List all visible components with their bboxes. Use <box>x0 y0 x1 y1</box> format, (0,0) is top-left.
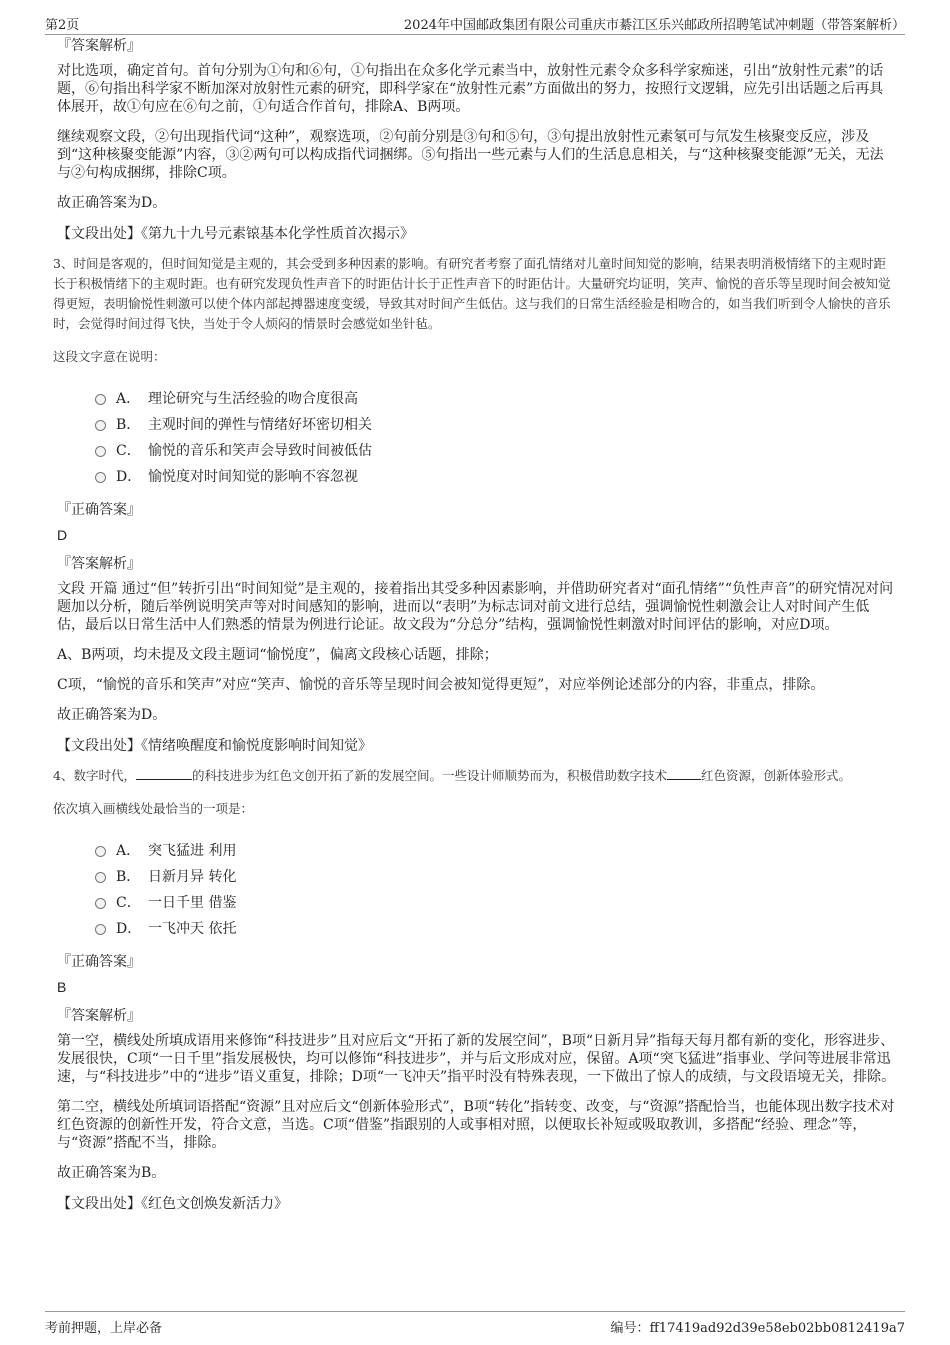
question-text: 3、时间是客观的，但时间知觉是主观的，其会受到多种因素的影响。有研究者考察了面孔情绪对儿童时间知觉的影响，结果表明消极情绪下的主观时距长于积极情绪下的主观时距。也有研究发现负性声音下的时距估计长于正性声音下的时距估计。大量研究均证明，笑声、愉悦的音乐等呈现时间会被知觉得更短，表明愉悦性刺激可以使个体内部起搏器速度变缓，导致其对时间产生低估。这与我们的日常生活经验是相吻合的，如当我们听到令人愉快的音乐时，会觉得时间过得飞快，当处于令人烦闷的情景时会感觉如坐针毡。 <box>53 256 891 331</box>
radio-icon[interactable] <box>95 420 106 431</box>
radio-icon[interactable] <box>95 446 106 457</box>
analysis-paragraph: 继续观察文段，②句出现指代词“这种”，观察选项，②句前分别是③句和⑤句，③句提出放射性元素氡可与氘发生核聚变反应，涉及到“这种核聚变能源”内容，③②两句可以构成指代词捆绑。⑤句指出一些元素与人们的生活息息相关，与“这种核聚变能源”无关，无法与②句构成捆绑，排除C项。 <box>57 129 884 181</box>
analysis-paragraph: 第一空，横线处所填成语用来修饰“科技进步”且对应后文“开拓了新的发展空间”，B项“日新月异”指每天每月都有新的变化，形容进步、发展很快，C项“一日千里”指发展极快，均可以修饰“科技进步”，并与后文形成对应，保留。A项“突飞猛进”指事业、学问等进展非常迅速，与“科技进步”中的“进步”语义重复，排除；D项“一飞冲天”指平时没有特殊表现，一下做出了惊人的成绩，与文段语境无关，排除。 <box>57 1033 896 1085</box>
radio-icon[interactable] <box>95 394 106 405</box>
option-text: 突飞猛进 利用 <box>148 843 237 859</box>
correct-answer-label: 『正确答案』 <box>57 502 141 518</box>
analysis-paragraph: 故正确答案为D。 <box>57 707 167 723</box>
option-d[interactable] <box>95 464 897 490</box>
option-b[interactable] <box>95 412 897 438</box>
option-d[interactable] <box>95 916 897 942</box>
option-list <box>95 386 897 490</box>
question-3 <box>53 254 897 756</box>
option-text: 愉悦的音乐和笑声会导致时间被低估 <box>148 443 372 459</box>
document-code <box>611 1317 905 1336</box>
option-letter: B． <box>116 417 141 433</box>
radio-icon[interactable] <box>95 472 106 483</box>
option-a[interactable] <box>95 386 897 412</box>
option-text: 日新月异 转化 <box>148 869 237 885</box>
question-text <box>53 766 897 786</box>
correct-answer: D <box>57 527 68 543</box>
option-c[interactable] <box>95 438 897 464</box>
analysis-paragraph: 故正确答案为D。 <box>57 195 167 211</box>
radio-icon[interactable] <box>95 872 106 883</box>
option-letter: C． <box>116 895 141 911</box>
option-a[interactable] <box>95 838 897 864</box>
option-letter: C． <box>116 443 141 459</box>
option-text: 愉悦度对时间知觉的影响不容忽视 <box>148 469 358 485</box>
option-b[interactable] <box>95 864 897 890</box>
option-text: 主观时间的弹性与情绪好坏密切相关 <box>148 417 372 433</box>
question-text-part: 4、数字时代， <box>53 768 136 783</box>
correct-answer-label: 『正确答案』 <box>57 954 141 970</box>
code-label: 编号： <box>610 1321 650 1336</box>
option-letter: A． <box>116 391 141 407</box>
analysis-paragraph: 对比选项，确定首句。首句分别为①句和⑥句，①句指出在众多化学元素当中，放射性元素令众多科学家痴迷，引出“放射性元素”的话题，⑥句指出科学家不断加深对放射性元素的研究，即科学家在“放射性元素”方面做出的努力，按照行文逻辑，应先引出话题之后再具体展开，故①句应在⑥句之前，①句适合作首句，排除A、B两项。 <box>57 63 884 115</box>
question-text-part: 红色资源，创新体验形式。 <box>700 768 851 783</box>
option-text: 一飞冲天 依托 <box>148 921 237 937</box>
fill-blank-2 <box>667 767 701 780</box>
analysis-paragraph: 第二空，横线处所填词语搭配“资源”且对应后文“创新体验形式”，B项“转化”指转变、改变，与“资源”搭配恰当，也能体现出数字技术对红色资源的创新性开发，符合文意，当选。C项“借鉴”指跟别的人或事相对照，以便取长补短或吸取教训，多搭配“经验、理念”等，与“资源”搭配不当，排除。 <box>57 1099 895 1151</box>
code-value: ff17419ad92d39e58eb02bb0812419a7 <box>649 1321 905 1336</box>
page-footer <box>45 1311 905 1336</box>
analysis-label: 『答案解析』 <box>57 38 141 54</box>
radio-icon[interactable] <box>95 924 106 935</box>
analysis-paragraph: A、B两项，均未提及文段主题词“愉悦度”，偏离文段核心话题，排除； <box>57 647 498 663</box>
question-2-analysis <box>57 36 897 244</box>
document-title: 2024年中国邮政集团有限公司重庆市綦江区乐兴邮政所招聘笔试冲刺题（带答案解析） <box>403 18 905 33</box>
question-4 <box>53 766 897 1214</box>
option-c[interactable] <box>95 890 897 916</box>
option-text: 一日千里 借鉴 <box>148 895 237 911</box>
option-text: 理论研究与生活经验的吻合度很高 <box>148 391 358 407</box>
option-list <box>95 838 897 942</box>
source-citation: 【文段出处】《情绪唤醒度和愉悦度影响时间知觉》 <box>57 738 372 754</box>
radio-icon[interactable] <box>95 898 106 909</box>
page-number: 第2页 <box>45 18 80 33</box>
analysis-paragraph: 故正确答案为B。 <box>57 1165 166 1181</box>
main-content <box>53 36 897 1224</box>
source-citation: 【文段出处】《红色文创焕发新活力》 <box>57 1196 288 1212</box>
analysis-label: 『答案解析』 <box>57 1008 141 1024</box>
analysis-paragraph: C项，“愉悦的音乐和笑声”对应“笑声、愉悦的音乐等呈现时间会被知觉得更短”，对应举例论述部分的内容，非重点，排除。 <box>57 677 825 693</box>
source-citation: 【文段出处】《第九十九号元素锿基本化学性质首次揭示》 <box>57 226 414 242</box>
option-letter: D． <box>116 921 142 937</box>
page-header <box>45 10 905 35</box>
analysis-label: 『答案解析』 <box>57 556 141 572</box>
radio-icon[interactable] <box>95 846 106 857</box>
option-letter: B． <box>116 869 141 885</box>
option-letter: A． <box>116 843 141 859</box>
question-prompt: 这段文字意在说明： <box>53 349 166 364</box>
fill-blank-1 <box>136 767 192 780</box>
option-letter: D． <box>116 469 142 485</box>
correct-answer: B <box>57 979 67 995</box>
analysis-paragraph: 文段 开篇 通过“但”转折引出“时间知觉”是主观的，接着指出其受多种因素影响，并借助研究者对“面孔情绪”“负性声音”的研究情况对问题加以分析，随后举例说明笑声等对时间感知的影响，进而以“表明”为标志词对前文进行总结，强调愉悦性刺激会让人对时间产生低估，最后以日常生活中人们熟悉的情景为例进行论证。故文段为“分总分”结构，强调愉悦性刺激对时间评估的影响，对应D项。 <box>57 581 894 633</box>
question-text-part: 的科技进步为红色文创开拓了新的发展空间。一些设计师顺势而为，积极借助数字技术 <box>191 768 667 783</box>
question-prompt: 依次填入画横线处最恰当的一项是： <box>53 801 254 816</box>
footer-slogan: 考前押题，上岸必备 <box>45 1321 163 1336</box>
